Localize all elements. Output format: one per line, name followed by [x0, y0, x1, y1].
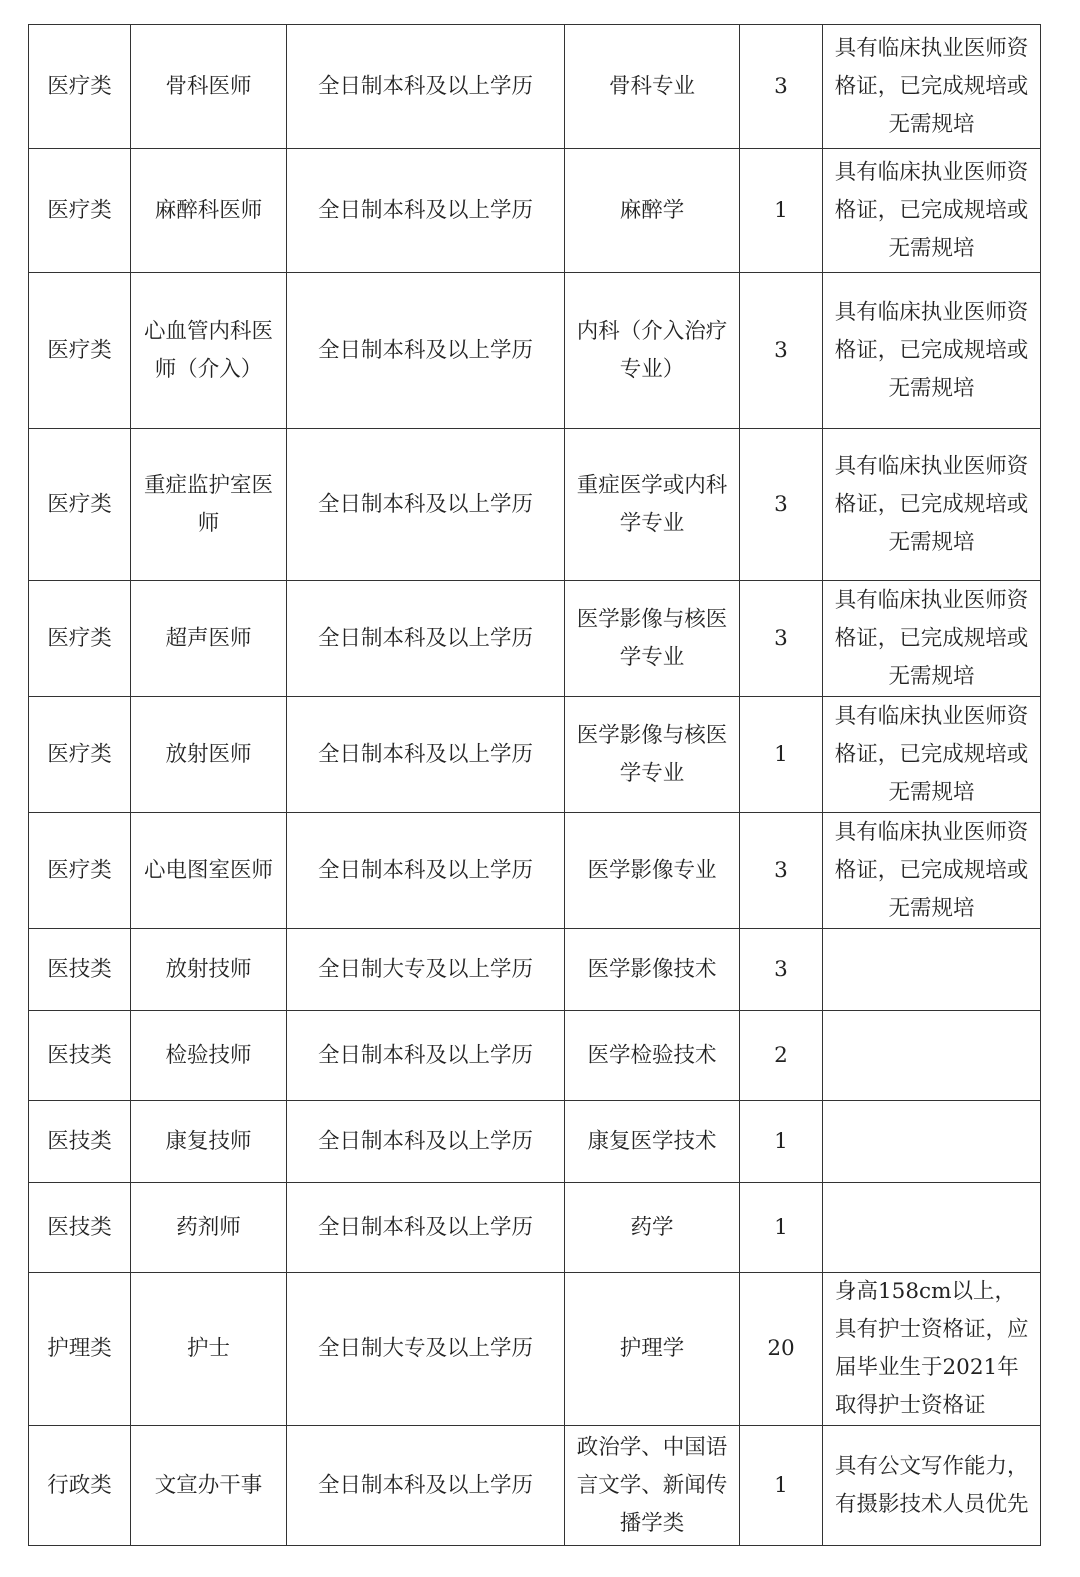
- table-row: [29, 25, 1041, 149]
- major-cell: 重症医学或内科学专业: [565, 429, 740, 581]
- category-cell: 医技类: [29, 1183, 131, 1273]
- education-cell: 全日制本科及以上学历: [287, 1011, 565, 1101]
- major-cell: 政治学、中国语言文学、新闻传播学类: [565, 1426, 740, 1546]
- table-row: [29, 149, 1041, 273]
- count-cell: 3: [740, 581, 823, 697]
- requirement-cell: [823, 1101, 1041, 1183]
- requirement-cell: [823, 1183, 1041, 1273]
- requirement-cell: 具有公文写作能力，有摄影技术人员优先: [823, 1426, 1041, 1546]
- table-row: [29, 697, 1041, 813]
- count-cell: 3: [740, 929, 823, 1011]
- major-cell: 医学影像与核医学专业: [565, 697, 740, 813]
- position-cell: 康复技师: [131, 1101, 287, 1183]
- major-cell: 医学影像专业: [565, 813, 740, 929]
- position-cell: 放射医师: [131, 697, 287, 813]
- table-row: [29, 1011, 1041, 1101]
- category-cell: 护理类: [29, 1273, 131, 1426]
- position-cell: 文宣办干事: [131, 1426, 287, 1546]
- table-row: [29, 929, 1041, 1011]
- education-cell: 全日制本科及以上学历: [287, 429, 565, 581]
- major-cell: 护理学: [565, 1273, 740, 1426]
- category-cell: 医疗类: [29, 25, 131, 149]
- count-cell: 1: [740, 1183, 823, 1273]
- position-cell: 心电图室医师: [131, 813, 287, 929]
- position-cell: 护士: [131, 1273, 287, 1426]
- major-cell: 药学: [565, 1183, 740, 1273]
- education-cell: 全日制本科及以上学历: [287, 1101, 565, 1183]
- major-cell: 医学影像技术: [565, 929, 740, 1011]
- table-row: [29, 1426, 1041, 1546]
- position-cell: 药剂师: [131, 1183, 287, 1273]
- count-cell: 1: [740, 149, 823, 273]
- major-cell: 骨科专业: [565, 25, 740, 149]
- category-cell: 行政类: [29, 1426, 131, 1546]
- category-cell: 医疗类: [29, 273, 131, 429]
- major-cell: 医学检验技术: [565, 1011, 740, 1101]
- table-row: [29, 1183, 1041, 1273]
- requirement-cell: 具有临床执业医师资格证，已完成规培或无需规培: [823, 149, 1041, 273]
- requirement-cell: 具有临床执业医师资格证，已完成规培或无需规培: [823, 813, 1041, 929]
- education-cell: 全日制本科及以上学历: [287, 149, 565, 273]
- requirement-cell: [823, 1011, 1041, 1101]
- requirement-cell: [823, 929, 1041, 1011]
- count-cell: 2: [740, 1011, 823, 1101]
- category-cell: 医疗类: [29, 149, 131, 273]
- count-cell: 20: [740, 1273, 823, 1426]
- recruitment-table: [28, 24, 1041, 1546]
- table-row: [29, 813, 1041, 929]
- requirement-cell: 具有临床执业医师资格证，已完成规培或无需规培: [823, 429, 1041, 581]
- position-cell: 超声医师: [131, 581, 287, 697]
- category-cell: 医技类: [29, 929, 131, 1011]
- count-cell: 1: [740, 1101, 823, 1183]
- position-cell: 重症监护室医师: [131, 429, 287, 581]
- table-row: [29, 1273, 1041, 1426]
- count-cell: 3: [740, 813, 823, 929]
- education-cell: 全日制大专及以上学历: [287, 929, 565, 1011]
- major-cell: 内科（介入治疗专业）: [565, 273, 740, 429]
- major-cell: 医学影像与核医学专业: [565, 581, 740, 697]
- count-cell: 1: [740, 697, 823, 813]
- table-row: [29, 1101, 1041, 1183]
- table-row: [29, 429, 1041, 581]
- education-cell: 全日制大专及以上学历: [287, 1273, 565, 1426]
- category-cell: 医技类: [29, 1101, 131, 1183]
- category-cell: 医疗类: [29, 697, 131, 813]
- position-cell: 检验技师: [131, 1011, 287, 1101]
- position-cell: 放射技师: [131, 929, 287, 1011]
- education-cell: 全日制本科及以上学历: [287, 813, 565, 929]
- position-cell: 麻醉科医师: [131, 149, 287, 273]
- table-row: [29, 273, 1041, 429]
- requirement-cell: 具有临床执业医师资格证，已完成规培或无需规培: [823, 273, 1041, 429]
- major-cell: 麻醉学: [565, 149, 740, 273]
- position-cell: 心血管内科医师（介入）: [131, 273, 287, 429]
- count-cell: 3: [740, 273, 823, 429]
- category-cell: 医疗类: [29, 581, 131, 697]
- education-cell: 全日制本科及以上学历: [287, 697, 565, 813]
- position-cell: 骨科医师: [131, 25, 287, 149]
- requirement-cell: 具有临床执业医师资格证，已完成规培或无需规培: [823, 697, 1041, 813]
- category-cell: 医疗类: [29, 813, 131, 929]
- education-cell: 全日制本科及以上学历: [287, 1183, 565, 1273]
- category-cell: 医疗类: [29, 429, 131, 581]
- education-cell: 全日制本科及以上学历: [287, 273, 565, 429]
- requirement-cell: 具有临床执业医师资格证，已完成规培或无需规培: [823, 581, 1041, 697]
- education-cell: 全日制本科及以上学历: [287, 581, 565, 697]
- major-cell: 康复医学技术: [565, 1101, 740, 1183]
- table-row: [29, 581, 1041, 697]
- category-cell: 医技类: [29, 1011, 131, 1101]
- requirement-cell: 具有临床执业医师资格证，已完成规培或无需规培: [823, 25, 1041, 149]
- count-cell: 3: [740, 25, 823, 149]
- count-cell: 1: [740, 1426, 823, 1546]
- education-cell: 全日制本科及以上学历: [287, 25, 565, 149]
- count-cell: 3: [740, 429, 823, 581]
- education-cell: 全日制本科及以上学历: [287, 1426, 565, 1546]
- requirement-cell: 身高158cm以上，具有护士资格证，应届毕业生于2021年取得护士资格证: [823, 1273, 1041, 1426]
